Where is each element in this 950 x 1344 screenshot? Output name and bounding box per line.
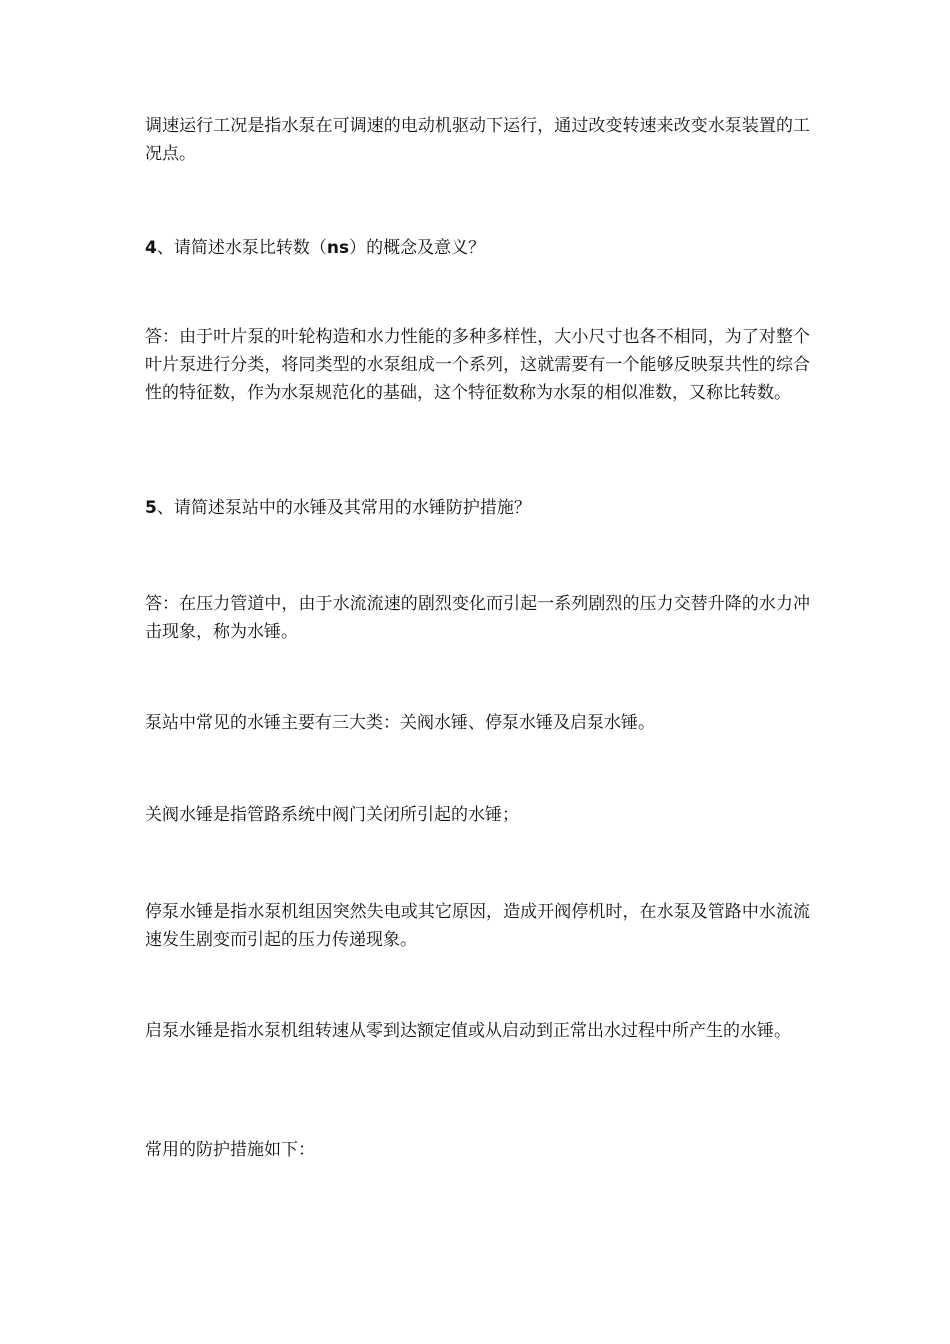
paragraph-protection-measures: 常用的防护措施如下： xyxy=(145,1140,315,1160)
question-4-number: 4 xyxy=(145,238,157,258)
question-4-text-before: 、请简述水泵比转数（ xyxy=(156,238,327,258)
question-5-text: 、请简述泵站中的水锤及其常用的水锤防护措施？ xyxy=(156,498,531,518)
question-4-term: ns xyxy=(326,238,350,258)
paragraph-pump-stop-hammer: 停泵水锤是指水泵机组因突然失电或其它原因，造成开阀停机时，在水泵及管路中水流流速发生剧变而引起的压力传递现象。 xyxy=(145,902,810,950)
question-5-number: 5 xyxy=(145,498,157,518)
paragraph-water-hammer-types: 泵站中常见的水锤主要有三大类：关阀水锤、停泵水锤及启泵水锤。 xyxy=(145,713,655,733)
paragraph-valve-closing-hammer: 关阀水锤是指管路系统中阀门关闭所引起的水锤； xyxy=(145,805,519,825)
paragraph-pump-start-hammer: 启泵水锤是指水泵机组转速从零到达额定值或从启动到正常出水过程中所产生的水锤。 xyxy=(145,1021,791,1041)
question-4-text-after: ）的概念及意义？ xyxy=(349,238,486,258)
question-4 xyxy=(145,234,810,262)
paragraph-speed-regulation: 调速运行工况是指水泵在可调速的电动机驱动下运行，通过改变转速来改变水泵装置的工况点。 xyxy=(145,116,810,164)
question-5 xyxy=(145,494,810,522)
answer-5: 答：在压力管道中，由于水流流速的剧烈变化而引起一系列剧烈的压力交替升降的水力冲击现象，称为水锤。 xyxy=(145,594,810,642)
answer-4: 答：由于叶片泵的叶轮构造和水力性能的多种多样性，大小尺寸也各不相同，为了对整个叶片泵进行分类，将同类型的水泵组成一个系列，这就需要有一个能够反映泵共性的综合性的特征数，作为水泵规范化的基础，这个特征数称为水泵的相似准数，又称比转数。 xyxy=(145,327,810,403)
